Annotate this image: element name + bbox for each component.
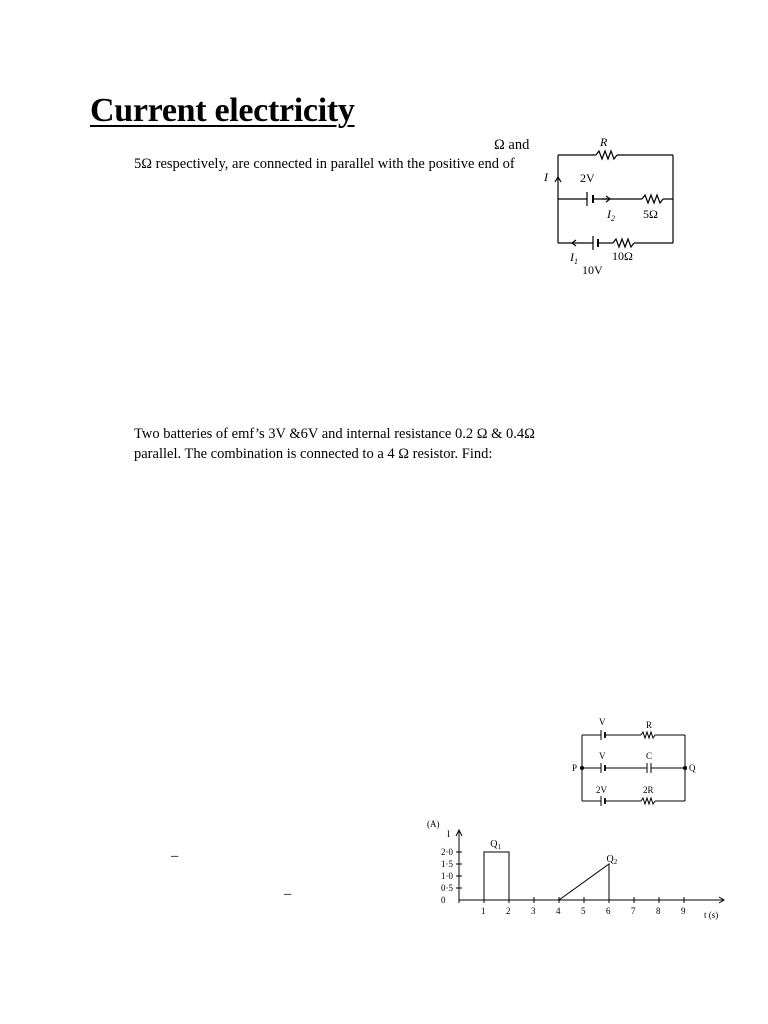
series-1-point-2 bbox=[483, 851, 484, 852]
series-2-point-1 bbox=[558, 899, 559, 900]
y-tick-label-0·5: 0·5 bbox=[441, 883, 453, 893]
c2-2v-label: 2V bbox=[596, 785, 607, 795]
c2-p-label: P bbox=[572, 763, 578, 773]
current-time-chart bbox=[410, 812, 740, 924]
current-I-label: I bbox=[544, 170, 548, 184]
q1-text-line1-end: Ω and bbox=[494, 137, 530, 153]
annotation-q2 bbox=[607, 854, 618, 866]
emf-10v-label: 10V bbox=[582, 263, 603, 277]
y-tick-label-1·0: 1·0 bbox=[441, 871, 453, 881]
current-I1-letter: I bbox=[570, 250, 574, 264]
annotation-q2-letter: Q bbox=[606, 854, 614, 865]
series-2-point-3 bbox=[608, 899, 609, 900]
series-1-point-3 bbox=[508, 851, 509, 852]
y-tick-label-2·0: 2·0 bbox=[441, 847, 453, 857]
dash-mark-1: – bbox=[171, 848, 179, 864]
x-tick-label-2: 2 bbox=[506, 906, 511, 916]
q1-text-line2: 5Ω respectively, are connected in parallel with the positive end of bbox=[134, 156, 515, 172]
q2-text-line2: parallel. The combination is connected to a 4 Ω resistor. Find: bbox=[134, 446, 493, 462]
x-tick-label-5: 5 bbox=[581, 906, 586, 916]
c2-r-top-label: R bbox=[646, 720, 653, 730]
c2-q-label: Q bbox=[689, 763, 696, 773]
series-1-point-1 bbox=[483, 899, 484, 900]
x-tick-label-6: 6 bbox=[606, 906, 611, 916]
resistor-R-label: R bbox=[600, 135, 608, 149]
series-1-point-4 bbox=[508, 899, 509, 900]
emf-2v-label: 2V bbox=[580, 171, 595, 185]
chart-y-label: I bbox=[447, 829, 450, 839]
y-tick-label-1·5: 1·5 bbox=[441, 859, 453, 869]
x-tick-label-7: 7 bbox=[631, 906, 636, 916]
current-I1-label bbox=[569, 250, 578, 266]
c2-v-mid-label: V bbox=[599, 751, 606, 761]
resistor-10-label: 10Ω bbox=[612, 249, 633, 263]
series-line-2 bbox=[559, 864, 609, 900]
annotation-q1-subscript: 1 bbox=[497, 843, 501, 851]
c2-2r-label: 2R bbox=[643, 785, 654, 795]
c2-v-top-label: V bbox=[599, 717, 606, 727]
x-tick-label-4: 4 bbox=[556, 906, 561, 916]
dash-mark-2: – bbox=[284, 886, 292, 902]
current-I2-subscript: 2 bbox=[611, 214, 615, 223]
x-tick-label-8: 8 bbox=[656, 906, 661, 916]
chart-y-unit: (A) bbox=[427, 819, 440, 829]
page-title: Current electricity bbox=[90, 92, 355, 129]
circuit-diagram-1 bbox=[530, 130, 690, 290]
y-tick-label-0: 0 bbox=[441, 895, 446, 905]
x-tick-label-1: 1 bbox=[481, 906, 486, 916]
c2-c-label: C bbox=[646, 751, 653, 761]
current-I2-letter: I bbox=[607, 207, 611, 221]
circuit-diagram-2 bbox=[565, 712, 705, 812]
x-tick-label-9: 9 bbox=[681, 906, 686, 916]
chart-x-label: t (s) bbox=[704, 910, 719, 920]
annotation-q2-subscript: 2 bbox=[613, 858, 618, 866]
x-tick-label-3: 3 bbox=[531, 906, 536, 916]
current-I2-label bbox=[606, 207, 615, 223]
q2-text-line1: Two batteries of emf’s 3V &6V and internal resistance 0.2 Ω & 0.4Ω bbox=[134, 426, 535, 442]
annotation-q1 bbox=[490, 839, 501, 851]
current-I1-subscript: 1 bbox=[574, 257, 578, 266]
resistor-5-label: 5Ω bbox=[643, 207, 658, 221]
series-line-1 bbox=[484, 852, 509, 900]
annotation-q1-letter: Q bbox=[490, 839, 498, 850]
